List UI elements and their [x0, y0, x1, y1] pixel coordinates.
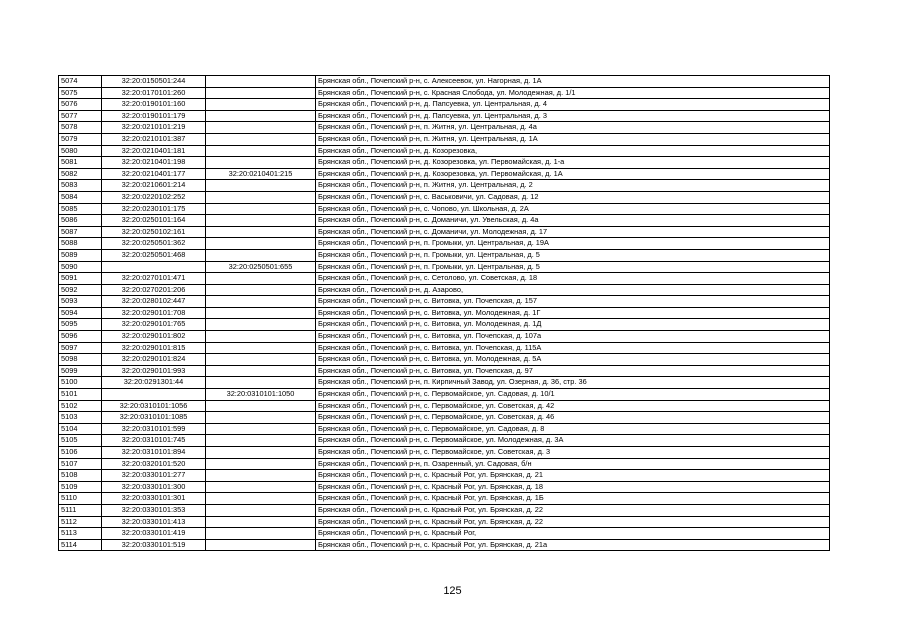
cadastral-number-cell: 32:20:0250101:164: [102, 215, 206, 227]
cadastral-number-cell: 32:20:0270101:471: [102, 273, 206, 285]
cadastral-number-cell: 32:20:0310101:1056: [102, 400, 206, 412]
address-cell: Брянская обл., Почепский р-н, с. Красный Рог, ул. Брянская, д. 18: [316, 481, 830, 493]
row-number-cell: 5107: [59, 458, 102, 470]
row-number-cell: 5106: [59, 447, 102, 459]
address-cell: Брянская обл., Почепский р-н, с. Первомайское, ул. Молодежная, д. 3А: [316, 435, 830, 447]
table-row: [59, 481, 830, 493]
row-number-cell: 5100: [59, 377, 102, 389]
table-row: [59, 215, 830, 227]
address-cell: Брянская обл., Почепский р-н, с. Первомайское, ул. Садовая, д. 8: [316, 423, 830, 435]
address-cell: Брянская обл., Почепский р-н, д. Азарово,: [316, 284, 830, 296]
address-cell: Брянская обл., Почепский р-н, с. Первомайское, ул. Советская, д. 46: [316, 412, 830, 424]
row-number-cell: 5108: [59, 470, 102, 482]
row-number-cell: 5080: [59, 145, 102, 157]
address-cell: Брянская обл., Почепский р-н, с. Сетолово, ул. Советская, д. 18: [316, 273, 830, 285]
row-number-cell: 5102: [59, 400, 102, 412]
previous-cadastral-number-cell: 32:20:0210401:215: [206, 168, 316, 180]
row-number-cell: 5096: [59, 331, 102, 343]
previous-cadastral-number-cell: [206, 528, 316, 540]
row-number-cell: 5081: [59, 157, 102, 169]
row-number-cell: 5085: [59, 203, 102, 215]
previous-cadastral-number-cell: [206, 516, 316, 528]
table-row: [59, 470, 830, 482]
row-number-cell: 5079: [59, 133, 102, 145]
row-number-cell: 5084: [59, 191, 102, 203]
row-number-cell: 5110: [59, 493, 102, 505]
address-cell: Брянская обл., Почепский р-н, с. Витовка, ул. Молодежная, д. 1Д: [316, 319, 830, 331]
address-cell: Брянская обл., Почепский р-н, с. Витовка, ул. Почепская, д. 97: [316, 365, 830, 377]
row-number-cell: 5086: [59, 215, 102, 227]
previous-cadastral-number-cell: [206, 493, 316, 505]
previous-cadastral-number-cell: [206, 342, 316, 354]
table-row: [59, 539, 830, 551]
row-number-cell: 5105: [59, 435, 102, 447]
previous-cadastral-number-cell: [206, 284, 316, 296]
previous-cadastral-number-cell: [206, 539, 316, 551]
address-cell: Брянская обл., Почепский р-н, с. Красный Рог, ул. Брянская, д. 1Б: [316, 493, 830, 505]
previous-cadastral-number-cell: [206, 180, 316, 192]
row-number-cell: 5078: [59, 122, 102, 134]
cadastral-number-cell: 32:20:0330101:353: [102, 504, 206, 516]
cadastral-number-cell: 32:20:0330101:519: [102, 539, 206, 551]
table-row: [59, 273, 830, 285]
address-cell: Брянская обл., Почепский р-н, д. Козорезовка, ул. Первомайская, д. 1А: [316, 168, 830, 180]
address-cell: Брянская обл., Почепский р-н, с. Васьковичи, ул. Садовая, д. 12: [316, 191, 830, 203]
cadastral-number-cell: 32:20:0270201:206: [102, 284, 206, 296]
cadastral-number-cell: 32:20:0230101:175: [102, 203, 206, 215]
address-cell: Брянская обл., Почепский р-н, п. Озаренный, ул. Садовая, б/н: [316, 458, 830, 470]
table-row: [59, 203, 830, 215]
row-number-cell: 5093: [59, 296, 102, 308]
address-cell: Брянская обл., Почепский р-н, с. Витовка, ул. Почепская, д. 107а: [316, 331, 830, 343]
previous-cadastral-number-cell: [206, 504, 316, 516]
address-cell: Брянская обл., Почепский р-н, с. Витовка, ул. Почепская, д. 115А: [316, 342, 830, 354]
address-cell: Брянская обл., Почепский р-н, п. Кирпичный Завод, ул. Озерная, д. 36, стр. 36: [316, 377, 830, 389]
row-number-cell: 5090: [59, 261, 102, 273]
registry-table: [58, 75, 830, 551]
table-row: [59, 423, 830, 435]
cadastral-number-cell: 32:20:0210601:214: [102, 180, 206, 192]
cadastral-number-cell: 32:20:0290101:815: [102, 342, 206, 354]
table-row: [59, 458, 830, 470]
address-cell: Брянская обл., Почепский р-н, с. Чопово, ул. Школьная, д. 2А: [316, 203, 830, 215]
address-cell: Брянская обл., Почепский р-н, п. Житня, ул. Центральная, д. 1А: [316, 133, 830, 145]
address-cell: Брянская обл., Почепский р-н, с. Красный Рог, ул. Брянская, д. 21а: [316, 539, 830, 551]
row-number-cell: 5082: [59, 168, 102, 180]
row-number-cell: 5092: [59, 284, 102, 296]
previous-cadastral-number-cell: [206, 157, 316, 169]
table-row: [59, 261, 830, 273]
previous-cadastral-number-cell: [206, 423, 316, 435]
cadastral-number-cell: [102, 261, 206, 273]
previous-cadastral-number-cell: [206, 87, 316, 99]
address-cell: Брянская обл., Почепский р-н, п. Громыки, ул. Центральная, д. 19А: [316, 238, 830, 250]
previous-cadastral-number-cell: [206, 319, 316, 331]
row-number-cell: 5101: [59, 389, 102, 401]
address-cell: Брянская обл., Почепский р-н, с. Витовка, ул. Почепская, д. 157: [316, 296, 830, 308]
address-cell: Брянская обл., Почепский р-н, с. Красная Слобода, ул. Молодежная, д. 1/1: [316, 87, 830, 99]
table-row: [59, 157, 830, 169]
table-row: [59, 226, 830, 238]
row-number-cell: 5095: [59, 319, 102, 331]
address-cell: Брянская обл., Почепский р-н, с. Красный Рог, ул. Брянская, д. 22: [316, 504, 830, 516]
cadastral-number-cell: 32:20:0280102:447: [102, 296, 206, 308]
cadastral-number-cell: 32:20:0291301:44: [102, 377, 206, 389]
table-row: [59, 133, 830, 145]
previous-cadastral-number-cell: [206, 191, 316, 203]
previous-cadastral-number-cell: [206, 122, 316, 134]
table-row: [59, 528, 830, 540]
address-cell: Брянская обл., Почепский р-н, д. Козорезовка,: [316, 145, 830, 157]
row-number-cell: 5088: [59, 238, 102, 250]
table-row: [59, 122, 830, 134]
previous-cadastral-number-cell: [206, 296, 316, 308]
previous-cadastral-number-cell: [206, 273, 316, 285]
row-number-cell: 5097: [59, 342, 102, 354]
previous-cadastral-number-cell: [206, 249, 316, 261]
cadastral-number-cell: 32:20:0210401:177: [102, 168, 206, 180]
cadastral-number-cell: 32:20:0310101:745: [102, 435, 206, 447]
table-row: [59, 504, 830, 516]
address-cell: Брянская обл., Почепский р-н, п. Громыки, ул. Центральная, д. 5: [316, 249, 830, 261]
previous-cadastral-number-cell: 32:20:0250501:655: [206, 261, 316, 273]
cadastral-number-cell: 32:20:0210101:387: [102, 133, 206, 145]
address-cell: Брянская обл., Почепский р-н, п. Житня, ул. Центральная, д. 2: [316, 180, 830, 192]
previous-cadastral-number-cell: [206, 435, 316, 447]
address-cell: Брянская обл., Почепский р-н, с. Красный Рог, ул. Брянская, д. 22: [316, 516, 830, 528]
previous-cadastral-number-cell: [206, 238, 316, 250]
previous-cadastral-number-cell: [206, 110, 316, 122]
table-row: [59, 296, 830, 308]
table-row: [59, 331, 830, 343]
previous-cadastral-number-cell: [206, 76, 316, 88]
address-cell: Брянская обл., Почепский р-н, с. Витовка, ул. Молодежная, д. 5А: [316, 354, 830, 366]
cadastral-number-cell: 32:20:0310101:599: [102, 423, 206, 435]
table-row: [59, 400, 830, 412]
table-row: [59, 145, 830, 157]
table-row: [59, 238, 830, 250]
table-row: [59, 319, 830, 331]
address-cell: Брянская обл., Почепский р-н, с. Первомайское, ул. Советская, д. 3: [316, 447, 830, 459]
table-row: [59, 377, 830, 389]
table-row: [59, 516, 830, 528]
table-row: [59, 389, 830, 401]
row-number-cell: 5103: [59, 412, 102, 424]
address-cell: Брянская обл., Почепский р-н, с. Красный Рог, ул. Брянская, д. 21: [316, 470, 830, 482]
row-number-cell: 5089: [59, 249, 102, 261]
row-number-cell: 5087: [59, 226, 102, 238]
address-cell: Брянская обл., Почепский р-н, д. Козорезовка, ул. Первомайская, д. 1-а: [316, 157, 830, 169]
cadastral-number-cell: 32:20:0310101:894: [102, 447, 206, 459]
address-cell: Брянская обл., Почепский р-н, п. Житня, ул. Центральная, д. 4а: [316, 122, 830, 134]
previous-cadastral-number-cell: [206, 133, 316, 145]
table-row: [59, 99, 830, 111]
cadastral-number-cell: 32:20:0210101:219: [102, 122, 206, 134]
table-row: [59, 180, 830, 192]
previous-cadastral-number-cell: [206, 377, 316, 389]
table-row: [59, 191, 830, 203]
address-cell: Брянская обл., Почепский р-н, с. Первомайское, ул. Садовая, д. 10/1: [316, 389, 830, 401]
table-row: [59, 168, 830, 180]
table-row: [59, 342, 830, 354]
address-cell: Брянская обл., Почепский р-н, с. Первомайское, ул. Советская, д. 42: [316, 400, 830, 412]
cadastral-number-cell: 32:20:0190101:179: [102, 110, 206, 122]
row-number-cell: 5099: [59, 365, 102, 377]
row-number-cell: 5076: [59, 99, 102, 111]
previous-cadastral-number-cell: [206, 412, 316, 424]
previous-cadastral-number-cell: [206, 447, 316, 459]
previous-cadastral-number-cell: [206, 215, 316, 227]
address-cell: Брянская обл., Почепский р-н, п. Громыки, ул. Центральная, д. 5: [316, 261, 830, 273]
row-number-cell: 5113: [59, 528, 102, 540]
previous-cadastral-number-cell: [206, 145, 316, 157]
table-row: [59, 76, 830, 88]
previous-cadastral-number-cell: [206, 458, 316, 470]
cadastral-number-cell: 32:20:0320101:520: [102, 458, 206, 470]
cadastral-number-cell: 32:20:0290101:708: [102, 307, 206, 319]
row-number-cell: 5077: [59, 110, 102, 122]
row-number-cell: 5109: [59, 481, 102, 493]
row-number-cell: 5091: [59, 273, 102, 285]
table-row: [59, 87, 830, 99]
address-cell: Брянская обл., Почепский р-н, с. Доманичи, ул. Молодежная, д. 17: [316, 226, 830, 238]
address-cell: Брянская обл., Почепский р-н, с. Витовка, ул. Молодежная, д. 1Г: [316, 307, 830, 319]
row-number-cell: 5114: [59, 539, 102, 551]
previous-cadastral-number-cell: [206, 307, 316, 319]
table-row: [59, 354, 830, 366]
cadastral-number-cell: 32:20:0330101:301: [102, 493, 206, 505]
table-row: [59, 412, 830, 424]
cadastral-number-cell: 32:20:0250501:362: [102, 238, 206, 250]
previous-cadastral-number-cell: [206, 481, 316, 493]
cadastral-number-cell: 32:20:0310101:1085: [102, 412, 206, 424]
previous-cadastral-number-cell: [206, 331, 316, 343]
address-cell: Брянская обл., Почепский р-н, д. Папсуевка, ул. Центральная, д. 4: [316, 99, 830, 111]
page-number: 125: [443, 585, 462, 597]
table-row: [59, 435, 830, 447]
cadastral-number-cell: 32:20:0330101:300: [102, 481, 206, 493]
previous-cadastral-number-cell: [206, 400, 316, 412]
row-number-cell: 5111: [59, 504, 102, 516]
row-number-cell: 5104: [59, 423, 102, 435]
row-number-cell: 5083: [59, 180, 102, 192]
cadastral-number-cell: 32:20:0250501:468: [102, 249, 206, 261]
address-cell: Брянская обл., Почепский р-н, с. Доманичи, ул. Увельская, д. 4а: [316, 215, 830, 227]
cadastral-number-cell: 32:20:0150501:244: [102, 76, 206, 88]
table-row: [59, 365, 830, 377]
address-cell: Брянская обл., Почепский р-н, с. Алексеевок, ул. Нагорная, д. 1А: [316, 76, 830, 88]
cadastral-number-cell: 32:20:0170101:260: [102, 87, 206, 99]
table-row: [59, 307, 830, 319]
cadastral-number-cell: 32:20:0190101:160: [102, 99, 206, 111]
table-row: [59, 493, 830, 505]
cadastral-number-cell: 32:20:0330101:419: [102, 528, 206, 540]
cadastral-number-cell: 32:20:0210401:198: [102, 157, 206, 169]
cadastral-number-cell: 32:20:0290101:765: [102, 319, 206, 331]
previous-cadastral-number-cell: [206, 226, 316, 238]
cadastral-number-cell: 32:20:0250102:161: [102, 226, 206, 238]
address-cell: Брянская обл., Почепский р-н, д. Папсуевка, ул. Центральная, д. 3: [316, 110, 830, 122]
cadastral-number-cell: 32:20:0330101:277: [102, 470, 206, 482]
row-number-cell: 5094: [59, 307, 102, 319]
cadastral-number-cell: 32:20:0210401:181: [102, 145, 206, 157]
address-cell: Брянская обл., Почепский р-н, с. Красный Рог,: [316, 528, 830, 540]
cadastral-number-cell: 32:20:0290101:824: [102, 354, 206, 366]
previous-cadastral-number-cell: 32:20:0310101:1050: [206, 389, 316, 401]
table-row: [59, 447, 830, 459]
cadastral-number-cell: 32:20:0290101:993: [102, 365, 206, 377]
cadastral-number-cell: [102, 389, 206, 401]
cadastral-number-cell: 32:20:0290101:802: [102, 331, 206, 343]
previous-cadastral-number-cell: [206, 354, 316, 366]
previous-cadastral-number-cell: [206, 99, 316, 111]
table-row: [59, 110, 830, 122]
row-number-cell: 5075: [59, 87, 102, 99]
previous-cadastral-number-cell: [206, 203, 316, 215]
registry-table-body: [59, 76, 830, 551]
cadastral-number-cell: 32:20:0220102:252: [102, 191, 206, 203]
table-row: [59, 249, 830, 261]
previous-cadastral-number-cell: [206, 365, 316, 377]
table-row: [59, 284, 830, 296]
row-number-cell: 5074: [59, 76, 102, 88]
previous-cadastral-number-cell: [206, 470, 316, 482]
cadastral-number-cell: 32:20:0330101:413: [102, 516, 206, 528]
row-number-cell: 5112: [59, 516, 102, 528]
row-number-cell: 5098: [59, 354, 102, 366]
